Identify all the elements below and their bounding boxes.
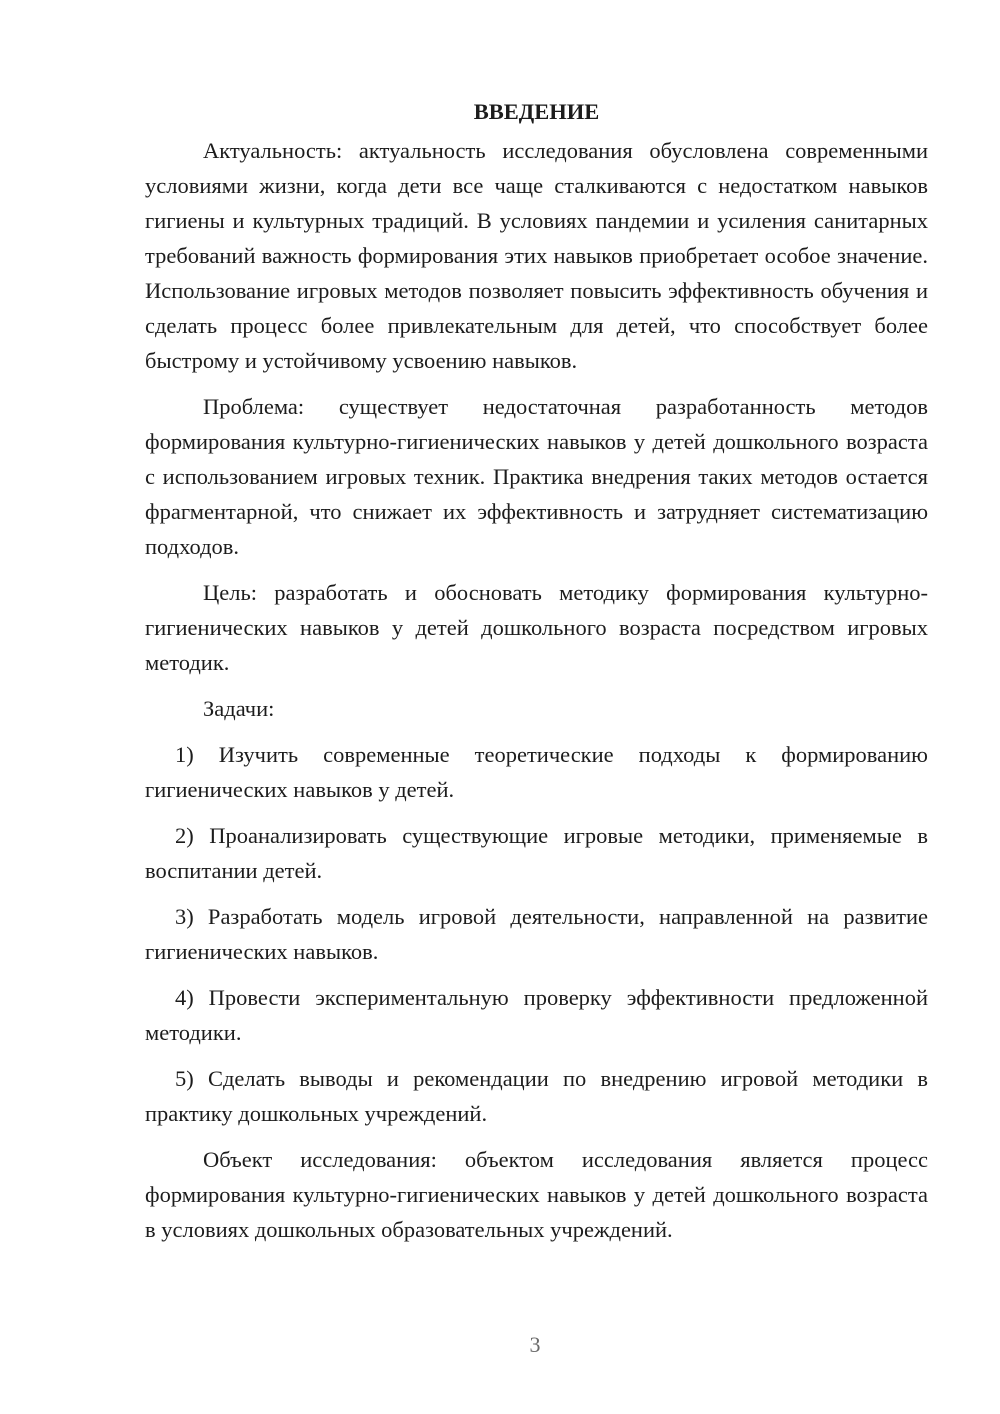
document-body	[145, 94, 928, 1258]
task-item-2: 2) Проанализировать существующие игровые методики, применяемые в воспитании детей.	[145, 823, 928, 883]
task-item-4: 4) Провести экспериментальную проверку эффективности предложенной методики.	[145, 985, 928, 1045]
paragraph-goal: Цель: разработать и обосновать методику формирования культурно-гигиенических навыков у детей дошкольного возраста посредством игровых методик.	[145, 580, 928, 675]
task-item-1: 1) Изучить современные теоретические подходы к формированию гигиенических навыков у детей.	[145, 742, 928, 802]
paragraph-relevance: Актуальность: актуальность исследования обусловлена современными условиями жизни, когда дети все чаще сталкиваются с недостатком навыков гигиены и культурных традиций. В условиях пандемии и усиления санитарных требований важность формирования этих навыков приобретает особое значение. Использование игровых методов позволяет повысить эффективность обучения и сделать процесс более привлекательным для детей, что способствует более быстрому и устойчивому усвоению навыков.	[145, 138, 928, 373]
section-title: ВВЕДЕНИЕ	[473, 99, 600, 124]
page-number: 3	[529, 1332, 541, 1357]
task-item-3: 3) Разработать модель игровой деятельности, направленной на развитие гигиенических навыков.	[145, 904, 928, 964]
paragraph-object: Объект исследования: объектом исследования является процесс формирования культурно-гигиенических навыков у детей дошкольного возраста в условиях дошкольных образовательных учреждений.	[145, 1147, 928, 1242]
task-item-5: 5) Сделать выводы и рекомендации по внедрению игровой методики в практику дошкольных учреждений.	[145, 1066, 928, 1126]
paragraph-problem: Проблема: существует недостаточная разработанность методов формирования культурно-гигиенических навыков у детей дошкольного возраста с использованием игровых техник. Практика внедрения таких методов остается фрагментарной, что снижает их эффективность и затрудняет систематизацию подходов.	[145, 394, 928, 559]
tasks-heading: Задачи:	[203, 696, 275, 721]
